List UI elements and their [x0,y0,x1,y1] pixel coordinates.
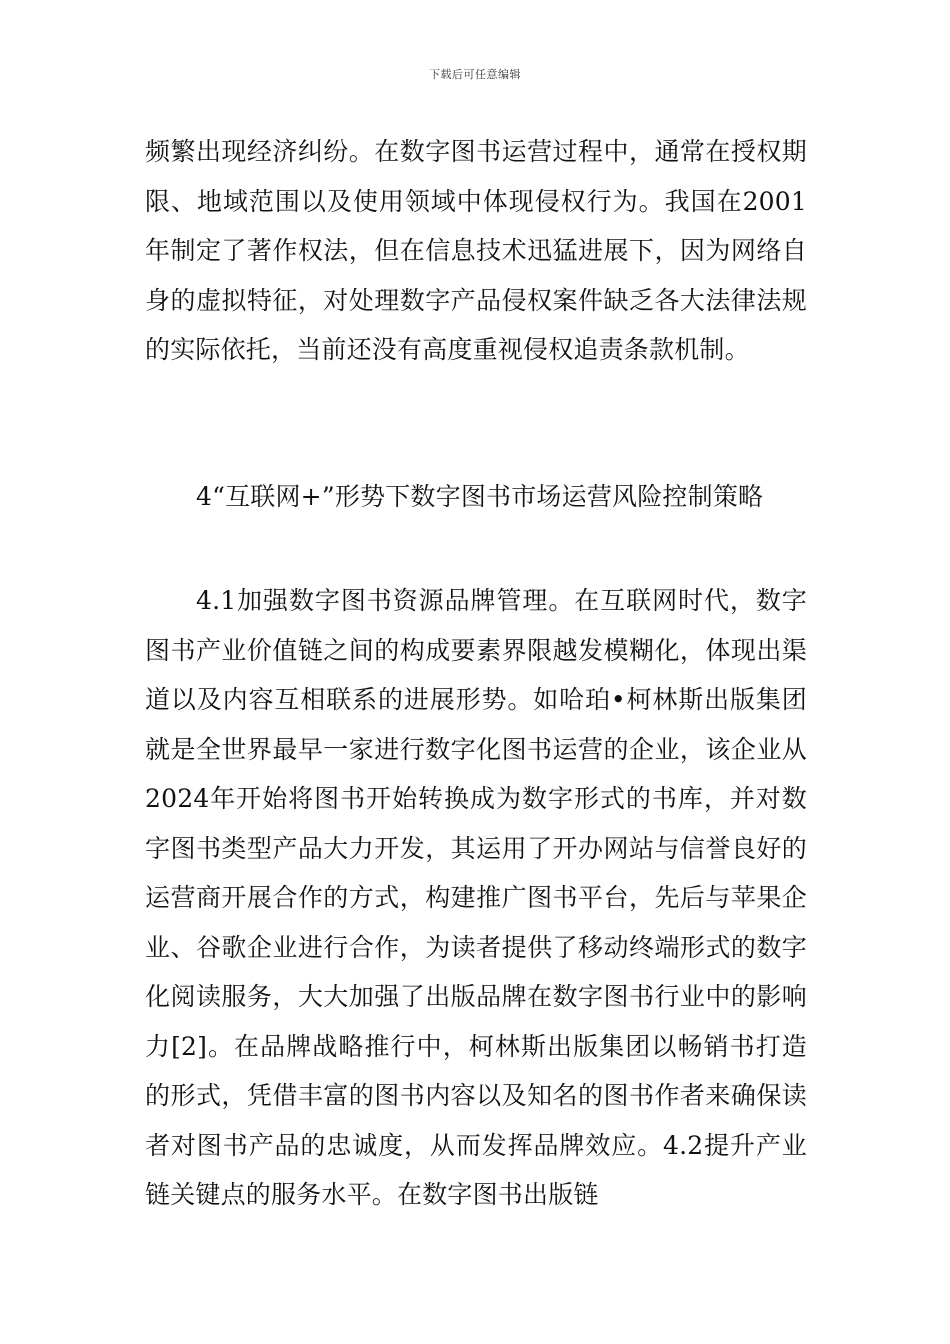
header-note: 下载后可任意编辑 [429,68,521,81]
body-paragraph-2: 4.1加强数字图书资源品牌管理。在互联网时代，数字图书产业价值链之间的构成要素界限越发模糊化，体现出渠道以及内容互相联系的进展形势。如哈珀•柯林斯出版集团就是全世界最早一家进行数字化图书运营的企业，该企业从2024年开始将图书开始转换成为数字形式的书库，并对数字图书类型产品大力开发，其运用了开办网站与信誉良好的运营商开展合作的方式，构建推广图书平台，先后与苹果企业、谷歌企业进行合作，为读者提供了移动终端形式的数字化阅读服务，大大加强了出版品牌在数字图书行业中的影响力[2]。在品牌战略推行中，柯林斯出版集团以畅销书打造的形式，凭借丰富的图书内容以及知名的图书作者来确保读者对图书产品的忠诚度，从而发挥品牌效应。4.2提升产业链关键点的服务水平。在数字图书出版链 [145,586,807,1209]
section-heading: 4“互联网+”形势下数字图书市场运营风险控制策略 [196,482,764,511]
body-paragraph-1: 频繁出现经济纠纷。在数字图书运营过程中，通常在授权期限、地域范围以及使用领域中体现侵权行为。我国在2001年制定了著作权法，但在信息技术迅猛进展下，因为网络自身的虚拟特征，对处理数字产品侵权案件缺乏各大法律法规的实际依托，当前还没有高度重视侵权追责条款机制。 [145,137,807,364]
